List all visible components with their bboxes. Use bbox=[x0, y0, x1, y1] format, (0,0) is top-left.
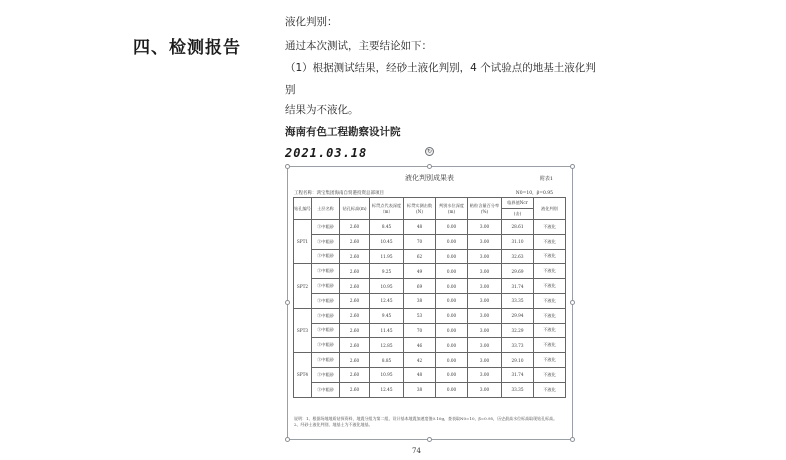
cell-depth: 12.85 bbox=[370, 338, 404, 353]
cell-clay: 3.00 bbox=[468, 382, 502, 397]
cell-clay: 3.00 bbox=[468, 323, 502, 338]
cell-depth: 10.95 bbox=[370, 279, 404, 294]
rotate-handle-icon[interactable]: ↻ bbox=[426, 148, 433, 155]
cell-soil: ③中粗砂 bbox=[312, 353, 340, 368]
header-ncr: 临界值Ncr bbox=[502, 198, 534, 209]
cell-depth: 9.45 bbox=[370, 308, 404, 323]
cell-soil: ③中粗砂 bbox=[312, 323, 340, 338]
project-name: 工程名称：鸿宝集团海南自贸港投资总部项目 bbox=[294, 191, 384, 196]
cell-result: 不液化 bbox=[534, 308, 566, 323]
table-row bbox=[294, 353, 566, 368]
cell-water: 0.00 bbox=[436, 293, 468, 308]
cell-blows: 42 bbox=[404, 353, 436, 368]
table-row bbox=[294, 234, 566, 249]
cell-result: 不液化 bbox=[534, 234, 566, 249]
cell-blows: 49 bbox=[404, 264, 436, 279]
header-soil: 土层名称 bbox=[312, 198, 340, 220]
liquefaction-table-image[interactable] bbox=[290, 169, 569, 437]
resize-handle-bottom-right[interactable] bbox=[570, 437, 575, 442]
conclusion-item-1: （1）根据测试结果，经砂土液化判别，4 个试验点的地基土液化判 bbox=[285, 62, 596, 74]
cell-soil: ③中粗砂 bbox=[312, 293, 340, 308]
cell-elev: 2.60 bbox=[340, 234, 370, 249]
cell-blows: 38 bbox=[404, 382, 436, 397]
resize-handle-middle-right[interactable] bbox=[570, 300, 575, 305]
cell-elev: 2.60 bbox=[340, 353, 370, 368]
table-row bbox=[294, 220, 566, 235]
cell-soil: ③中粗砂 bbox=[312, 234, 340, 249]
cell-result: 不液化 bbox=[534, 279, 566, 294]
cell-hole: SPT2 bbox=[294, 264, 312, 308]
cell-soil: ③中粗砂 bbox=[312, 367, 340, 382]
cell-water: 0.00 bbox=[436, 367, 468, 382]
table-annex-label: 附表1 bbox=[539, 176, 553, 182]
cell-soil: ③中粗砂 bbox=[312, 308, 340, 323]
cell-depth: 10.95 bbox=[370, 367, 404, 382]
cell-clay: 3.00 bbox=[468, 264, 502, 279]
cell-elev: 2.60 bbox=[340, 382, 370, 397]
cell-elev: 2.60 bbox=[340, 279, 370, 294]
header-elevation: 钻孔标高(m) bbox=[340, 198, 370, 220]
cell-result: 不液化 bbox=[534, 323, 566, 338]
liquefaction-heading: 液化判别： bbox=[285, 16, 338, 28]
cell-water: 0.00 bbox=[436, 220, 468, 235]
cell-water: 0.00 bbox=[436, 353, 468, 368]
cell-result: 不液化 bbox=[534, 249, 566, 264]
table-note: 说明：1、根据场地地质钻探资料，地震分组为第二组，设计基本地震加速度值0.10g，查表取N0=10，β=0.95，历史最高水位标高取现钻孔标高。 2、经砂土液化判别，地基土为不液化地基。 bbox=[294, 416, 558, 427]
cell-hole: SPT4 bbox=[294, 353, 312, 397]
cell-elev: 2.60 bbox=[340, 293, 370, 308]
cell-blows: 69 bbox=[404, 279, 436, 294]
cell-ncr: 29.69 bbox=[502, 264, 534, 279]
institute-name: 海南有色工程勘察设计院 bbox=[285, 126, 401, 138]
cell-clay: 3.00 bbox=[468, 249, 502, 264]
header-ncr-unit: (击) bbox=[502, 209, 534, 220]
cell-ncr: 29.94 bbox=[502, 308, 534, 323]
cell-soil: ③中粗砂 bbox=[312, 338, 340, 353]
cell-soil: ③中粗砂 bbox=[312, 249, 340, 264]
table-row bbox=[294, 308, 566, 323]
cell-elev: 2.60 bbox=[340, 220, 370, 235]
cell-soil: ③中粗砂 bbox=[312, 220, 340, 235]
cell-blows: 53 bbox=[404, 308, 436, 323]
cell-clay: 3.00 bbox=[468, 293, 502, 308]
cell-depth: 12.45 bbox=[370, 293, 404, 308]
cell-clay: 3.00 bbox=[468, 279, 502, 294]
calc-params: N0=10，β=0.95 bbox=[515, 191, 553, 196]
cell-clay: 3.00 bbox=[468, 308, 502, 323]
cell-water: 0.00 bbox=[436, 249, 468, 264]
header-hole: 钻孔编号 bbox=[294, 198, 312, 220]
cell-water: 0.00 bbox=[436, 234, 468, 249]
cell-blows: 48 bbox=[404, 220, 436, 235]
section-heading: 四、检测报告 bbox=[133, 38, 241, 58]
cell-ncr: 32.63 bbox=[502, 249, 534, 264]
liquefaction-table bbox=[293, 197, 566, 398]
cell-result: 不液化 bbox=[534, 220, 566, 235]
table-row bbox=[294, 338, 566, 353]
table-row bbox=[294, 279, 566, 294]
cell-depth: 12.45 bbox=[370, 382, 404, 397]
cell-depth: 11.95 bbox=[370, 249, 404, 264]
cell-clay: 3.00 bbox=[468, 234, 502, 249]
cell-elev: 2.60 bbox=[340, 308, 370, 323]
cell-ncr: 29.10 bbox=[502, 353, 534, 368]
table-row bbox=[294, 367, 566, 382]
table-row bbox=[294, 382, 566, 397]
cell-elev: 2.60 bbox=[340, 264, 370, 279]
header-clay-content: 粘粒含量百分率(%) bbox=[468, 198, 502, 220]
cell-water: 0.00 bbox=[436, 323, 468, 338]
cell-result: 不液化 bbox=[534, 353, 566, 368]
cell-clay: 3.00 bbox=[468, 338, 502, 353]
cell-hole: SPT3 bbox=[294, 308, 312, 352]
cell-water: 0.00 bbox=[436, 382, 468, 397]
resize-handle-bottom-left[interactable] bbox=[285, 437, 290, 442]
conclusion-intro: 通过本次测试，主要结论如下： bbox=[285, 40, 432, 52]
table-title: 液化判别成果表 bbox=[405, 174, 454, 182]
cell-blows: 38 bbox=[404, 293, 436, 308]
cell-clay: 3.00 bbox=[468, 220, 502, 235]
header-result: 液化判别 bbox=[534, 198, 566, 220]
cell-water: 0.00 bbox=[436, 308, 468, 323]
cell-blows: 48 bbox=[404, 367, 436, 382]
cell-elev: 2.60 bbox=[340, 249, 370, 264]
cell-result: 不液化 bbox=[534, 367, 566, 382]
cell-elev: 2.60 bbox=[340, 338, 370, 353]
cell-soil: ③中粗砂 bbox=[312, 382, 340, 397]
cell-ncr: 33.35 bbox=[502, 293, 534, 308]
cell-clay: 3.00 bbox=[468, 353, 502, 368]
cell-elev: 2.60 bbox=[340, 323, 370, 338]
conclusion-result: 结果为不液化。 bbox=[285, 104, 359, 116]
cell-water: 0.00 bbox=[436, 264, 468, 279]
cell-depth: 8.85 bbox=[370, 353, 404, 368]
cell-ncr: 28.61 bbox=[502, 220, 534, 235]
resize-handle-bottom-center[interactable] bbox=[427, 437, 432, 442]
header-water-depth: 判别水位深度(m) bbox=[436, 198, 468, 220]
cell-blows: 62 bbox=[404, 249, 436, 264]
cell-clay: 3.00 bbox=[468, 367, 502, 382]
cell-depth: 11.45 bbox=[370, 323, 404, 338]
table-row bbox=[294, 293, 566, 308]
table-row bbox=[294, 323, 566, 338]
cell-soil: ③中粗砂 bbox=[312, 264, 340, 279]
cell-ncr: 31.74 bbox=[502, 367, 534, 382]
conclusion-item-1-wrap: 别 bbox=[285, 84, 296, 96]
cell-blows: 70 bbox=[404, 323, 436, 338]
cell-soil: ③中粗砂 bbox=[312, 279, 340, 294]
cell-blows: 46 bbox=[404, 338, 436, 353]
cell-elev: 2.60 bbox=[340, 367, 370, 382]
cell-water: 0.00 bbox=[436, 279, 468, 294]
cell-ncr: 31.74 bbox=[502, 279, 534, 294]
cell-depth: 8.45 bbox=[370, 220, 404, 235]
cell-depth: 9.25 bbox=[370, 264, 404, 279]
cell-ncr: 33.35 bbox=[502, 382, 534, 397]
table-row bbox=[294, 249, 566, 264]
cell-depth: 10.45 bbox=[370, 234, 404, 249]
cell-result: 不液化 bbox=[534, 264, 566, 279]
table-row bbox=[294, 264, 566, 279]
cell-ncr: 32.29 bbox=[502, 323, 534, 338]
cell-result: 不液化 bbox=[534, 293, 566, 308]
cell-water: 0.00 bbox=[436, 338, 468, 353]
page-number: 74 bbox=[412, 447, 421, 455]
cell-result: 不液化 bbox=[534, 382, 566, 397]
cell-blows: 70 bbox=[404, 234, 436, 249]
header-blows: 标贯实测击数(N) bbox=[404, 198, 436, 220]
header-depth: 标贯点代表深度（m） bbox=[370, 198, 404, 220]
signature-date: 2021.03.18 bbox=[285, 146, 368, 160]
cell-ncr: 31.10 bbox=[502, 234, 534, 249]
cell-hole: SPT1 bbox=[294, 220, 312, 264]
cell-result: 不液化 bbox=[534, 338, 566, 353]
resize-handle-top-right[interactable] bbox=[570, 164, 575, 169]
cell-ncr: 33.73 bbox=[502, 338, 534, 353]
